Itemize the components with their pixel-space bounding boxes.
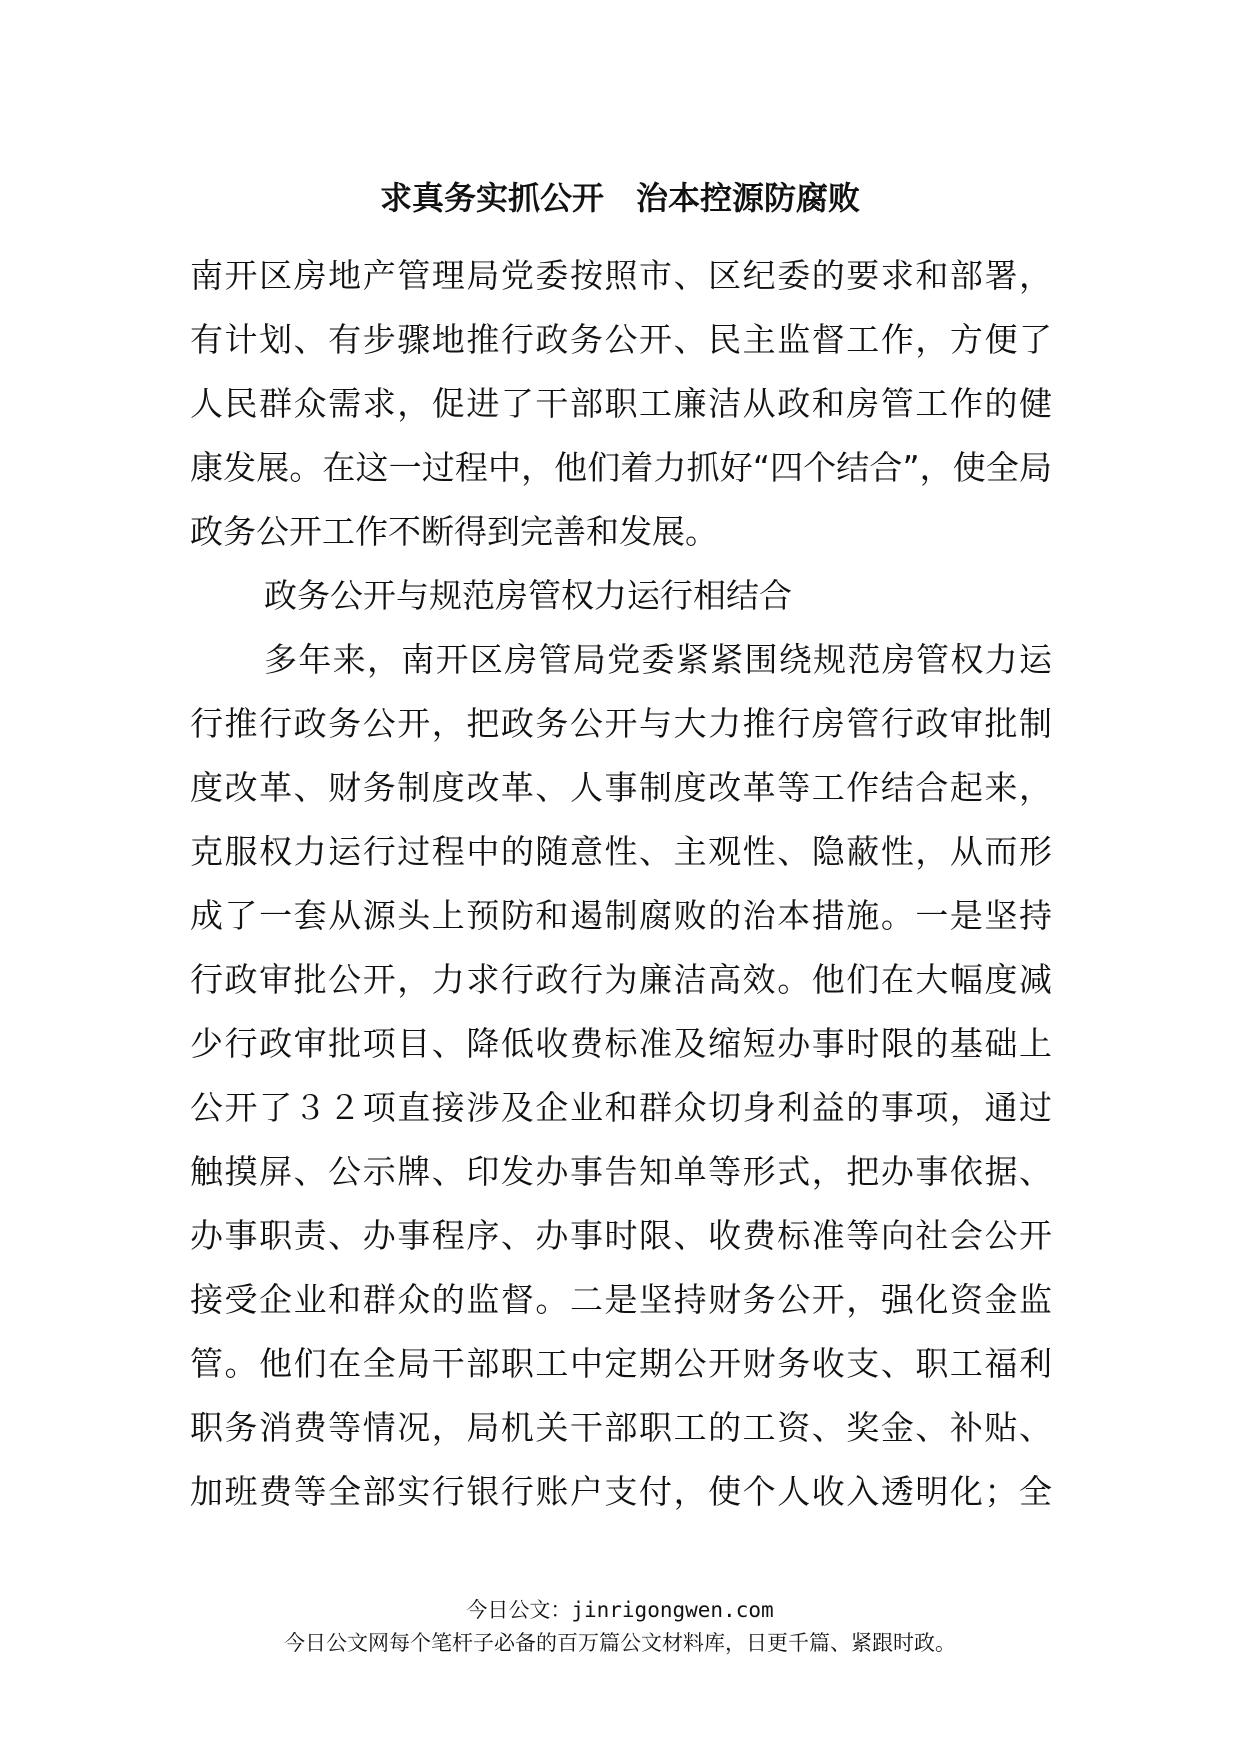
footer-site-link[interactable]: jinrigongwen.com — [571, 1598, 774, 1622]
paragraph-line: 行政审批公开，力求行政行为廉洁高效。他们在大幅度减 — [190, 960, 1052, 999]
document-body — [190, 244, 1052, 1524]
section-heading: 政务公开与规范房管权力运行相结合 — [264, 576, 792, 615]
footer-site-line — [0, 1595, 1240, 1625]
paragraph-line: 公开了３２项直接涉及企业和群众切身利益的事项，通过 — [190, 1088, 1052, 1127]
paragraph-line: 加班费等全部实行银行账户支付，使个人收入透明化；全 — [190, 1472, 1052, 1511]
paragraph-line: 办事职责、办事程序、办事时限、收费标准等向社会公开 — [190, 1216, 1052, 1255]
paragraph-line: 管。他们在全局干部职工中定期公开财务收支、职工福利 — [190, 1344, 1052, 1383]
paragraph-line: 接受企业和群众的监督。二是坚持财务公开，强化资金监 — [190, 1280, 1052, 1319]
paragraph-line: 多年来，南开区房管局党委紧紧围绕规范房管权力运 — [264, 640, 1052, 679]
paragraph-line: 有计划、有步骤地推行政务公开、民主监督工作，方便了 — [190, 320, 1052, 359]
paragraph-line: 南开区房地产管理局党委按照市、区纪委的要求和部署， — [190, 256, 1052, 295]
paragraph-line: 触摸屏、公示牌、印发办事告知单等形式，把办事依据、 — [190, 1152, 1052, 1191]
paragraph-line: 康发展。在这一过程中，他们着力抓好“四个结合”，使全局 — [190, 448, 1052, 487]
paragraph-line: 行推行政务公开，把政务公开与大力推行房管行政审批制 — [190, 704, 1052, 743]
footer-description: 今日公文网每个笔杆子必备的百万篇公文材料库，日更千篇、紧跟时政。 — [284, 1631, 956, 1655]
paragraph-line: 职务消费等情况，局机关干部职工的工资、奖金、补贴、 — [190, 1408, 1052, 1447]
paragraph-line: 成了一套从源头上预防和遏制腐败的治本措施。一是坚持 — [190, 896, 1052, 935]
paragraph-line: 人民群众需求，促进了干部职工廉洁从政和房管工作的健 — [190, 384, 1052, 423]
paragraph-line: 少行政审批项目、降低收费标准及缩短办事时限的基础上 — [190, 1024, 1052, 1063]
footer-site-label: 今日公文： — [466, 1598, 572, 1622]
document-title: 求真务实抓公开 治本控源防腐败 — [379, 179, 860, 217]
paragraph-line: 克服权力运行过程中的随意性、主观性、隐蔽性，从而形 — [190, 832, 1052, 871]
paragraph-line: 度改革、财务制度改革、人事制度改革等工作结合起来， — [190, 768, 1052, 807]
paragraph-line: 政务公开工作不断得到完善和发展。 — [190, 512, 718, 551]
